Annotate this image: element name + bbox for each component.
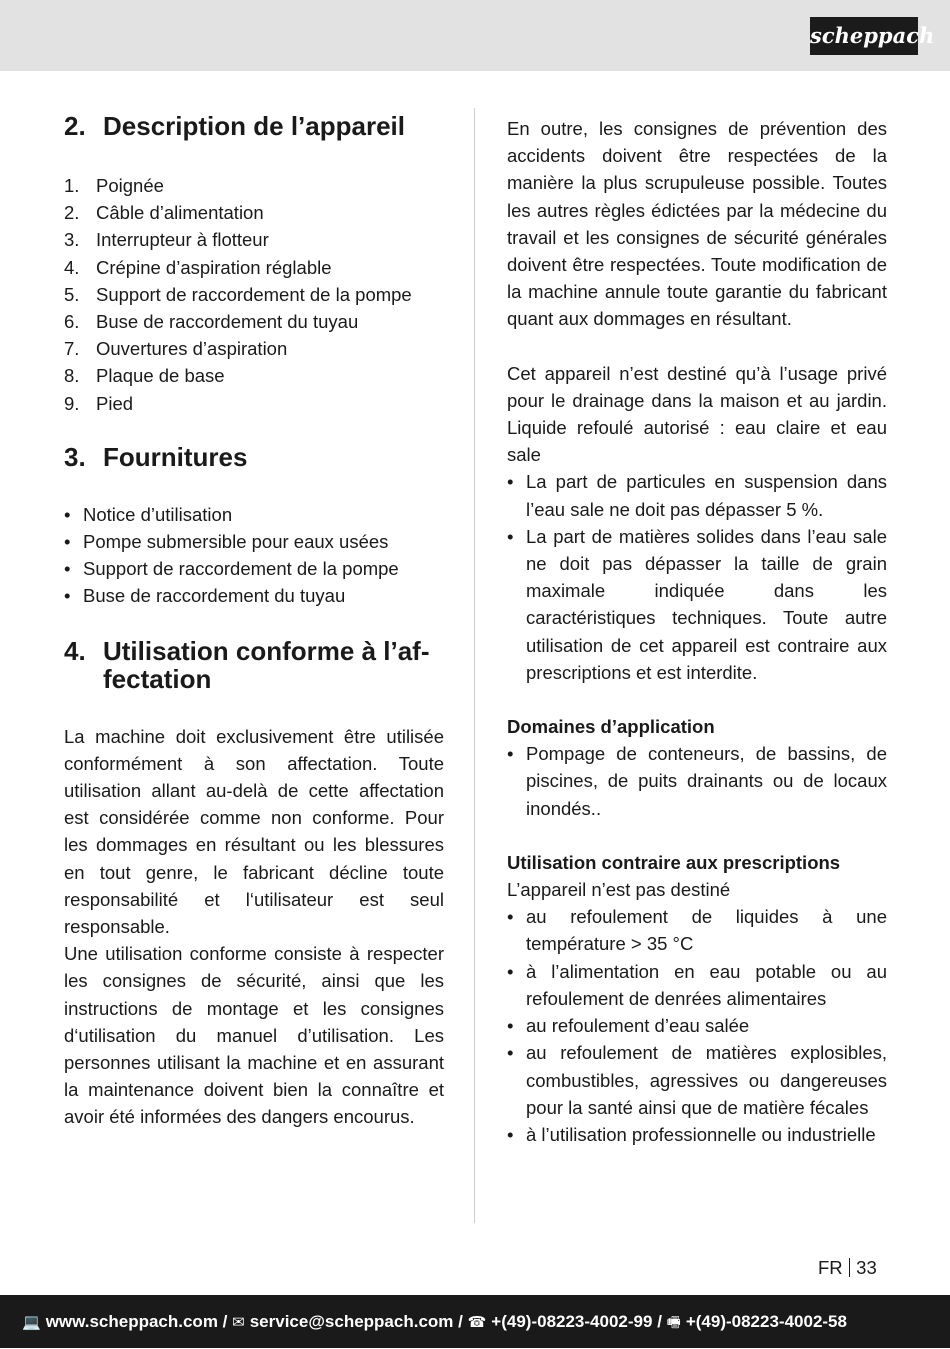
email-link[interactable]: service@scheppach.com <box>249 1312 454 1331</box>
paragraph: Cet appareil n’est destiné qu’à l’usage privé pour le drainage dans la maison et au jardin. Liquide refoulé autorisé : eau claire et eau sale <box>507 362 887 466</box>
list-item: 2. Câble d’alimentation <box>64 202 264 224</box>
fax-icon: 🖷 <box>666 1314 681 1331</box>
section-title: Utilisation conforme à l’af- fectation <box>103 635 430 694</box>
list-item: 3. Interrupteur à flotteur <box>64 229 269 251</box>
water-conditions-list <box>507 468 887 686</box>
page-number <box>818 1256 877 1280</box>
subheading-misuse: Utilisation contraire aux prescriptions <box>507 851 841 873</box>
list-item: • Pompe submersible pour eaux usées <box>64 531 389 553</box>
paragraph: Une utilisation conforme consiste à respecter les consignes de sécurité, ainsi que les instructions de montage et les consignes d‘utilisation du manuel d’utilisation. Les personnes utilisant la machine et en assurant la maintenance doivent bien la connaître et avoir été informées des dangers encourus. <box>64 943 444 1128</box>
paragraph: L’appareil n’est pas destiné <box>507 879 731 901</box>
list-item: 6. Buse de raccordement du tuyau <box>64 311 359 333</box>
section-title: Fournitures <box>103 441 248 472</box>
list-item: • à l’utilisation professionnelle ou industrielle <box>507 1123 876 1145</box>
list-item: • Notice d’utilisation <box>64 503 233 525</box>
list-item: • La part de matières solides dans l’eau sale ne doit pas dépasser la taille de grain maximale indiquée dans les caractéristiques techniques. Toute autre utilisation de cet appareil est contraire aux prescriptions et est interdite. <box>507 525 887 683</box>
language-code: FR <box>818 1257 843 1278</box>
list-item: • au refoulement de matières explosibles, combustibles, agressives ou dangereuses pour la santé ainsi que de matière fécales <box>507 1042 887 1118</box>
parts-list <box>64 172 444 417</box>
scheppach-logo: scheppach <box>810 17 918 55</box>
paragraph: En outre, les consignes de prévention des accidents doivent être respectées de la manière la plus scrupuleuse possible. Toutes les autres règles édictées par la médecine du travail et les consignes de sécurité générales doivent être respectées. Toute modification de la machine annule toute garantie du fabricant quant aux dommages en résultant. <box>507 118 887 330</box>
list-item: 8. Plaque de base <box>64 365 225 387</box>
right-column <box>507 115 887 1148</box>
section-number: 4. <box>64 635 86 666</box>
list-item: • Pompage de conteneurs, de bassins, de piscines, de puits drainants ou de locaux inondés.. <box>507 743 887 819</box>
website-link[interactable]: www.scheppach.com <box>45 1312 218 1331</box>
phone-icon: ☎ <box>467 1314 487 1331</box>
section-number: 3. <box>64 441 86 472</box>
computer-icon: 💻 <box>22 1314 41 1331</box>
list-item: 4. Crépine d’aspiration réglable <box>64 256 332 278</box>
list-item: 1. Poignée <box>64 175 164 196</box>
fax-number: +(49)-08223-4002-58 <box>685 1312 847 1331</box>
section-3-heading <box>64 443 444 471</box>
phone-number: +(49)-08223-4002-99 <box>491 1312 653 1331</box>
section-number: 2. <box>64 111 86 141</box>
list-item: • au refoulement d’eau salée <box>507 1015 750 1037</box>
footer-bar: 💻 www.scheppach.com / ✉ service@scheppach.com / ☎ +(49)-08223-4002-99 / 🖷 +(49)-08223-4002-58 <box>0 1295 950 1348</box>
column-divider <box>474 108 475 1223</box>
page-separator <box>849 1258 851 1277</box>
supply-list <box>64 501 444 610</box>
subheading-applications: Domaines d’application <box>507 716 715 738</box>
section-4-heading <box>64 637 444 693</box>
applications-list <box>507 740 887 822</box>
left-column <box>64 108 444 1131</box>
list-item: • à l’alimentation en eau potable ou au refoulement de denrées alimentaires <box>507 960 887 1009</box>
section-title: Description de l’appareil <box>103 111 405 141</box>
section-2-heading <box>64 112 444 140</box>
paragraph: La machine doit exclusivement être utilisée conformément à son affectation. Toute utilisation allant au-delà de cette affectation est considérée comme non conforme. Pour les dommages en résultant ou les blessures en tout genre, le fabricant décline toute responsabilité et l‘utilisateur est seul responsable. <box>64 725 444 938</box>
list-item: 9. Pied <box>64 392 134 414</box>
list-item: 7. Ouvertures d’aspiration <box>64 338 288 360</box>
list-item: • La part de particules en suspension dans l’eau sale ne doit pas dépasser 5 %. <box>507 471 887 520</box>
list-item: • Buse de raccordement du tuyau <box>64 585 346 607</box>
misuse-list <box>507 903 887 1148</box>
header-bar <box>0 0 950 71</box>
list-item: 5. Support de raccordement de la pompe <box>64 283 412 305</box>
mail-icon: ✉ <box>232 1314 245 1331</box>
list-item: • au refoulement de liquides à une température > 35 °C <box>507 906 887 955</box>
list-item: • Support de raccordement de la pompe <box>64 558 399 580</box>
page-number-value: 33 <box>856 1257 877 1278</box>
